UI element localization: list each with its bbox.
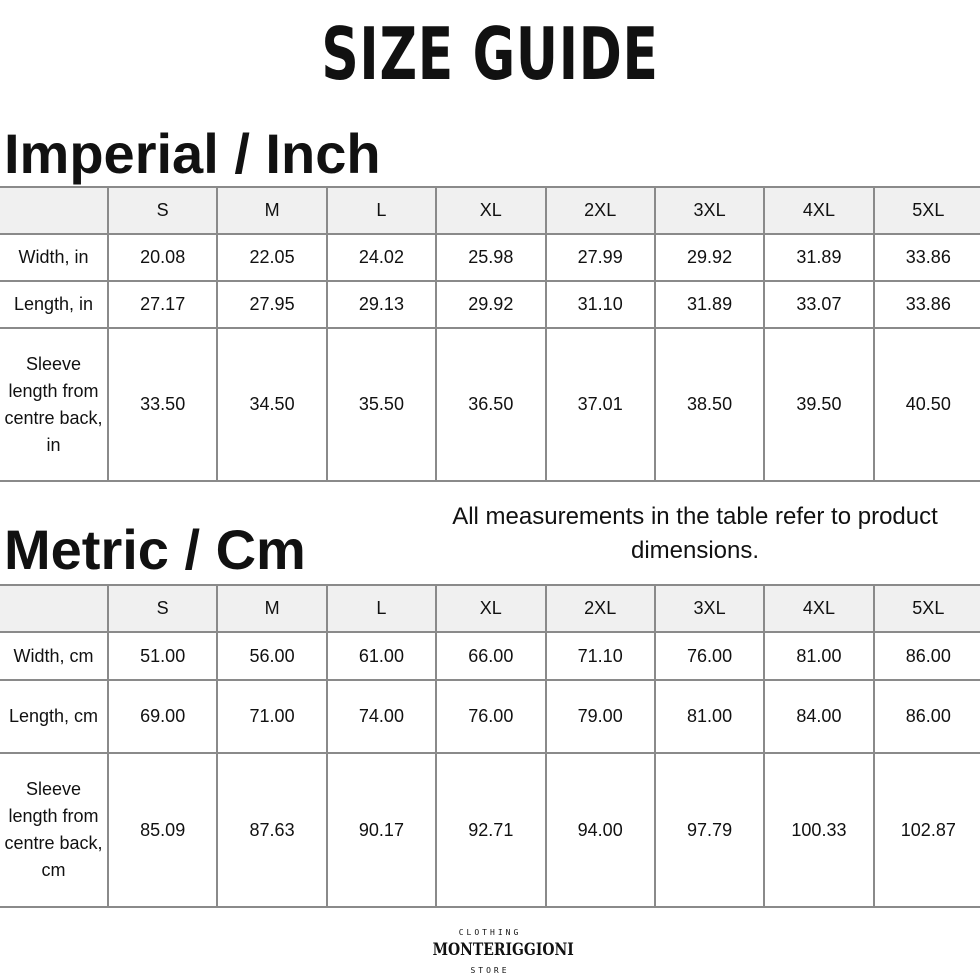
table-cell: 39.50 (764, 328, 873, 481)
table-cell: 31.89 (655, 281, 764, 328)
table-cell: 33.50 (108, 328, 217, 481)
table-cell: 27.95 (217, 281, 326, 328)
table-cell: 86.00 (874, 680, 980, 753)
table-cell: 61.00 (327, 632, 436, 680)
header-size-cell: L (327, 187, 436, 234)
row-label: Width, cm (0, 632, 108, 680)
table-row (0, 328, 980, 481)
table-header-row (0, 585, 980, 632)
imperial-heading: Imperial / Inch (4, 122, 381, 185)
table-cell: 34.50 (217, 328, 326, 481)
table-cell: 29.92 (436, 281, 545, 328)
table-row (0, 680, 980, 753)
table-cell: 27.17 (108, 281, 217, 328)
table-cell: 90.17 (327, 753, 436, 907)
logo-top-text: CLOTHING (458, 928, 522, 937)
table-cell: 31.89 (764, 234, 873, 281)
header-size-cell: 4XL (764, 585, 873, 632)
metric-size-table (0, 584, 980, 908)
table-cell: 40.50 (874, 328, 980, 481)
header-size-cell: S (108, 585, 217, 632)
table-cell: 25.98 (436, 234, 545, 281)
header-corner-cell (0, 187, 108, 234)
table-cell: 74.00 (327, 680, 436, 753)
table-cell: 97.79 (655, 753, 764, 907)
table-cell: 33.86 (874, 281, 980, 328)
table-cell: 71.10 (546, 632, 655, 680)
table-cell: 76.00 (655, 632, 764, 680)
table-row (0, 281, 980, 328)
table-cell: 24.02 (327, 234, 436, 281)
table-cell: 69.00 (108, 680, 217, 753)
row-label: Sleeve length from centre back, in (0, 328, 108, 481)
header-size-cell: 2XL (546, 585, 655, 632)
table-cell: 31.10 (546, 281, 655, 328)
table-row (0, 753, 980, 907)
header-size-cell: XL (436, 187, 545, 234)
table-row (0, 632, 980, 680)
header-size-cell: M (217, 187, 326, 234)
table-cell: 20.08 (108, 234, 217, 281)
table-cell: 36.50 (436, 328, 545, 481)
table-cell: 86.00 (874, 632, 980, 680)
header-size-cell: 3XL (655, 187, 764, 234)
table-cell: 81.00 (764, 632, 873, 680)
page-title: SIZE GUIDE (321, 12, 659, 96)
table-cell: 87.63 (217, 753, 326, 907)
header-size-cell: 4XL (764, 187, 873, 234)
row-label: Width, in (0, 234, 108, 281)
table-cell: 66.00 (436, 632, 545, 680)
row-label: Length, in (0, 281, 108, 328)
header-size-cell: XL (436, 585, 545, 632)
brand-logo (420, 922, 574, 980)
table-cell: 29.92 (655, 234, 764, 281)
table-cell: 37.01 (546, 328, 655, 481)
row-label: Sleeve length from centre back, cm (0, 753, 108, 907)
header-size-cell: L (327, 585, 436, 632)
table-cell: 27.99 (546, 234, 655, 281)
table-cell: 85.09 (108, 753, 217, 907)
table-cell: 81.00 (655, 680, 764, 753)
table-cell: 22.05 (217, 234, 326, 281)
table-cell: 79.00 (546, 680, 655, 753)
imperial-size-table (0, 186, 980, 482)
table-cell: 33.07 (764, 281, 873, 328)
logo-brand-name: MONTERIGGIONI (432, 940, 574, 960)
table-cell: 84.00 (764, 680, 873, 753)
table-cell: 100.33 (764, 753, 873, 907)
header-size-cell: 3XL (655, 585, 764, 632)
table-cell: 71.00 (217, 680, 326, 753)
measurement-note: All measurements in the table refer to product dimensions. (452, 503, 938, 564)
header-size-cell: S (108, 187, 217, 234)
logo-bottom-text: STORE (470, 966, 510, 975)
header-corner-cell (0, 585, 108, 632)
row-label: Length, cm (0, 680, 108, 753)
table-cell: 35.50 (327, 328, 436, 481)
table-row (0, 234, 980, 281)
header-size-cell: 5XL (874, 585, 980, 632)
table-header-row (0, 187, 980, 234)
table-cell: 51.00 (108, 632, 217, 680)
table-cell: 94.00 (546, 753, 655, 907)
header-size-cell: 5XL (874, 187, 980, 234)
table-cell: 33.86 (874, 234, 980, 281)
header-size-cell: 2XL (546, 187, 655, 234)
table-cell: 38.50 (655, 328, 764, 481)
table-cell: 92.71 (436, 753, 545, 907)
table-cell: 29.13 (327, 281, 436, 328)
table-cell: 76.00 (436, 680, 545, 753)
metric-heading: Metric / Cm (4, 518, 306, 581)
table-cell: 56.00 (217, 632, 326, 680)
header-size-cell: M (217, 585, 326, 632)
table-cell: 102.87 (874, 753, 980, 907)
